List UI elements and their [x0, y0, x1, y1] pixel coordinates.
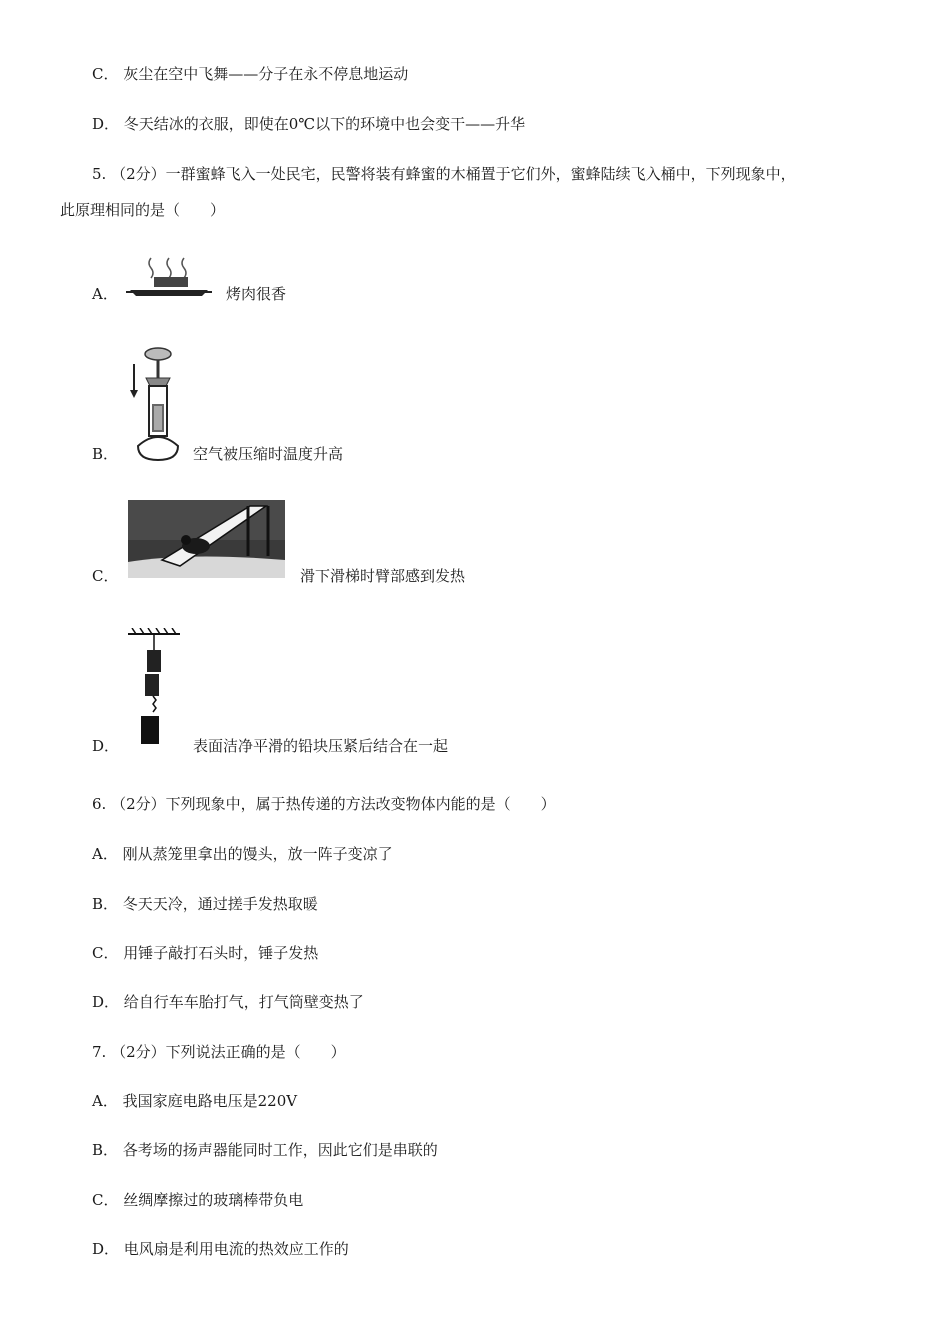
q7-stem: 7. （2分）下列说法正确的是（ ）	[92, 1043, 346, 1061]
q6-option-d: D． 给自行车车胎打气，打气筒壁变热了	[92, 993, 364, 1011]
q7-option-a: A． 我国家庭电路电压是220V	[92, 1092, 298, 1110]
q5-option-d-letter: D．	[92, 737, 120, 755]
q5-option-a-caption: 烤肉很香	[226, 285, 287, 303]
q5-stem-line2: 此原理相同的是（ ）	[60, 201, 226, 219]
q6-stem: 6. （2分）下列现象中，属于热传递的方法改变物体内能的是（ ）	[92, 795, 556, 813]
grill-icon	[126, 252, 212, 302]
slide-icon	[128, 500, 285, 578]
q5-option-d-caption: 表面洁净平滑的铅块压紧后结合在一起	[193, 737, 449, 755]
q7-option-b: B． 各考场的扬声器能同时工作，因此它们是串联的	[92, 1141, 438, 1159]
q5-stem-line1: 5. （2分）一群蜜蜂飞入一处民宅，民警将装有蜂蜜的木桶置于它们外，蜜蜂陆续飞入桶中，下列现象中，	[92, 165, 796, 183]
q6-option-a: A． 刚从蒸笼里拿出的馒头，放一阵子变凉了	[92, 845, 393, 863]
q7-option-c: C． 丝绸摩擦过的玻璃棒带负电	[92, 1191, 304, 1209]
q4-option-d: D． 冬天结冰的衣服，即使在0℃以下的环境中也会变干——升华	[92, 115, 526, 133]
q5-option-b-caption: 空气被压缩时温度升高	[193, 445, 344, 463]
q5-option-b-letter: B．	[92, 445, 119, 463]
q5-option-c-letter: C．	[92, 567, 119, 585]
lead-blocks-icon	[126, 628, 182, 748]
q6-option-c: C． 用锤子敲打石头时，锤子发热	[92, 944, 319, 962]
q4-option-c: C． 灰尘在空中飞舞——分子在永不停息地运动	[92, 65, 409, 83]
q6-option-b: B． 冬天天冷，通过搓手发热取暖	[92, 895, 318, 913]
q7-option-d: D． 电风扇是利用电流的热效应工作的	[92, 1240, 349, 1258]
q5-option-a-letter: A．	[92, 285, 118, 303]
q5-option-c-caption: 滑下滑梯时臂部感到发热	[300, 567, 466, 585]
air-pump-icon	[128, 346, 188, 464]
